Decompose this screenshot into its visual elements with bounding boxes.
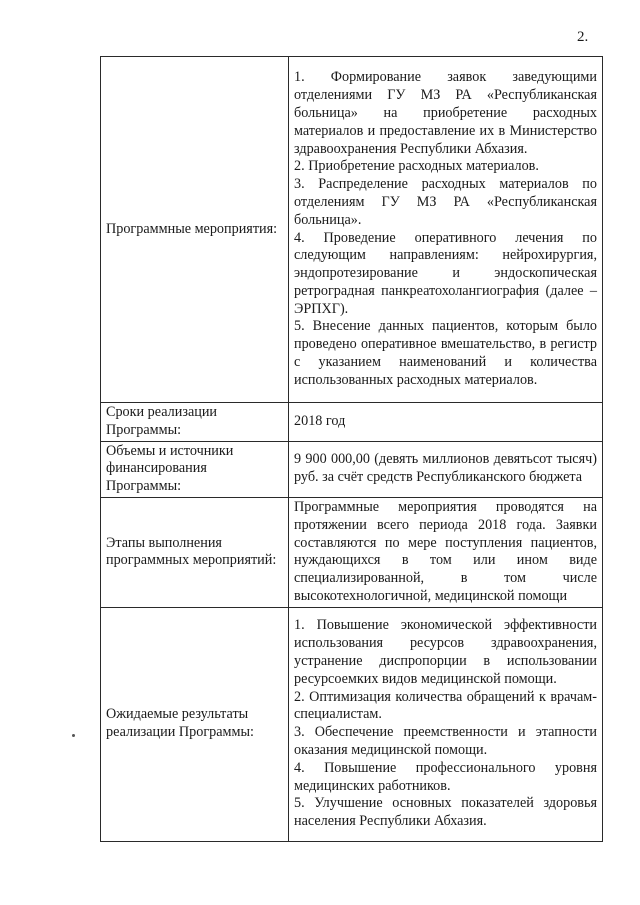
table-row-funding <box>101 441 603 497</box>
activity-item-2: 2. Приобретение расходных материалов. <box>294 158 539 175</box>
table-row-results <box>101 607 603 841</box>
table-row-stages <box>101 497 603 607</box>
program-passport-table <box>100 56 603 842</box>
result-item-2: 2. Оптимизация количества обращений к врачам-специалистам. <box>294 688 597 723</box>
row-content-results <box>289 607 603 841</box>
row-content-funding: 9 900 000,00 (девять миллионов девятьсот тысяч) руб. за счёт средств Республиканского бюджета <box>289 441 603 497</box>
table-row-timeline <box>101 403 603 442</box>
table-row-activities <box>101 57 603 403</box>
result-item-3: 3. Обеспечение преемственности и этапности оказания медицинской помощи. <box>294 724 597 759</box>
result-item-4: 4. Повышение профессионального уровня медицинских работников. <box>294 759 597 794</box>
row-label-stages: Этапы выполнения программных мероприятий: <box>101 497 289 607</box>
page-number: 2. <box>577 29 589 45</box>
row-content-stages: Программные мероприятия проводятся на протяжении всего периода 2018 года. Заявки составляются по мере поступления пациентов, нуждающихся в том или ином виде специализированной, в том числе высокотехнологичной, медицинской помощи <box>289 497 603 607</box>
activity-item-1: 1. Формирование заявок заведующими отделениями ГУ МЗ РА «Республиканская больница» на приобретение расходных материалов и предоставление их в Министерство здравоохранения Республики Абхазия. <box>294 69 597 157</box>
scan-speck <box>72 734 75 737</box>
activity-item-3: 3. Распределение расходных материалов по отделениям ГУ МЗ РА «Республиканская больница». <box>294 176 597 228</box>
activity-item-5: 5. Внесение данных пациентов, которым было проведено оперативное вмешательство, в регистр с указанием наименований и количества использованных расходных материалов. <box>294 318 597 388</box>
row-label-timeline: Сроки реализации Программы: <box>101 403 289 442</box>
row-content-activities <box>289 57 603 403</box>
row-label-funding: Объемы и источники финансирования Программы: <box>101 441 289 497</box>
row-label-results: Ожидаемые результаты реализации Программы: <box>101 607 289 841</box>
activity-item-4: 4. Проведение оперативного лечения по следующим направлениям: нейрохирургия, эндопротезирование и эндоскопическая ретроградная панкреатохолангиография (далее – ЭРПХГ). <box>294 229 597 317</box>
result-item-5: 5. Улучшение основных показателей здоровья населения Республики Абхазия. <box>294 795 597 830</box>
row-label-activities: Программные мероприятия: <box>101 57 289 403</box>
result-item-1: 1. Повышение экономической эффективности использования ресурсов здравоохранения, устранение диспропорции в использовании ресурсоемких видов медицинской помощи. <box>294 617 597 687</box>
row-content-timeline: 2018 год <box>289 403 603 442</box>
